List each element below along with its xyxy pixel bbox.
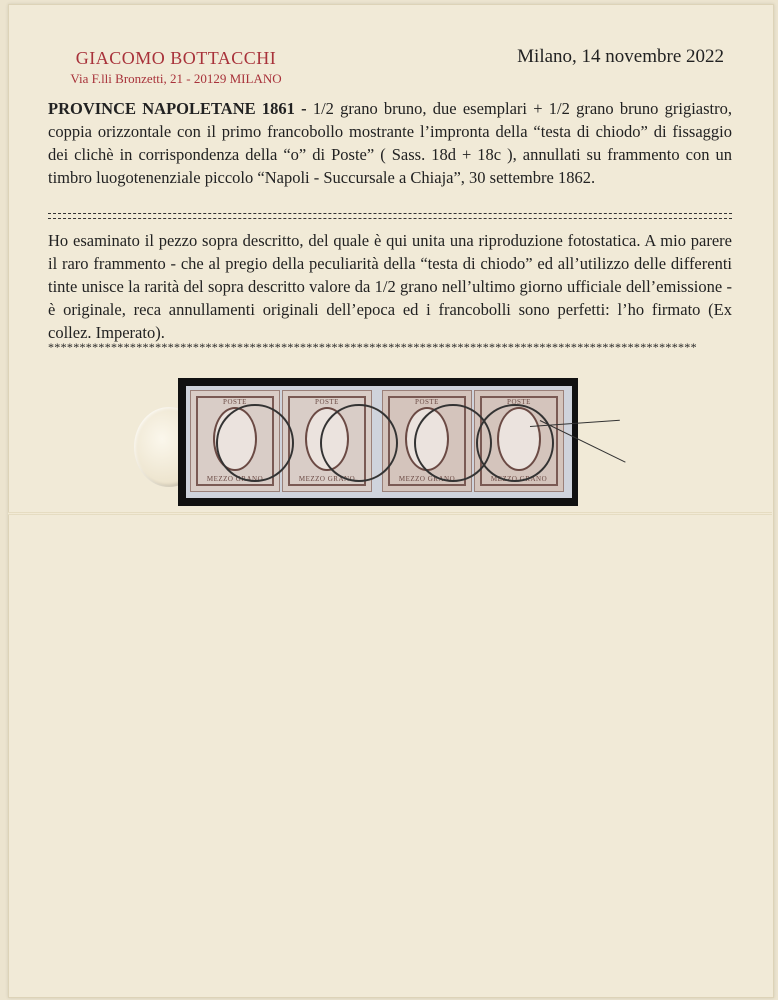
stamp-top-label: POSTE	[415, 398, 439, 406]
stamp-top-label: POSTE	[507, 398, 531, 406]
double-dashed-rule	[48, 213, 732, 219]
stamp-value-label: MEZZO GRANO	[490, 475, 548, 483]
stamp-value-label: MEZZO GRANO	[298, 475, 356, 483]
postmark-cancel	[216, 404, 294, 482]
postmark-cancel	[476, 404, 554, 482]
stamp-top-label: POSTE	[223, 398, 247, 406]
firm-name: GIACOMO BOTTACCHI	[75, 48, 277, 68]
certificate-date: Milano, 14 novembre 2022	[517, 46, 724, 67]
expert-statement: Ho esaminato il pezzo sopra descritto, del quale è qui unita una riproduzione fotostatica. A mio parere il raro frammento - che al pregio della peculiarità della “testa di chiodo” ed all’utilizzo delle differenti tinte unisce la rarità del sopra descritto valore da 1/2 grano nell’ultimo giorno ufficiale dell’emissione - è originale, reca annullamenti originali dell’epoca ed i francobolli sono perfetti: l’ho firmato (Ex collez. Imperato).	[48, 231, 732, 342]
stamp-photo	[178, 378, 578, 506]
cover-fragment	[186, 386, 572, 498]
description-title: PROVINCE NAPOLETANE 1861 -	[48, 99, 307, 118]
stamp-value-label: MEZZO GRANO	[398, 475, 456, 483]
postmark-cancel	[320, 404, 398, 482]
star-divider: *******************************************************************************************************	[48, 340, 697, 354]
stamp-value-label: MEZZO GRANO	[206, 475, 264, 483]
stamp-top-label: POSTE	[315, 398, 339, 406]
letterhead	[56, 48, 296, 87]
stamp-description	[48, 97, 732, 189]
paper-fold	[8, 512, 772, 515]
description-text: 1/2 grano bruno, due esemplari + 1/2 grano bruno grigiastro, coppia orizzontale con il primo francobollo mostrante l’impronta della “testa di chiodo” di fissaggio dei clichè in corrispondenza della “o” di Poste” ( Sass. 18d + 18c ), annullati su frammento con un timbro luogotenenziale piccolo “Napoli - Succursale a Chiaja”, 30 settembre 1862.	[48, 99, 732, 187]
firm-address: Via F.lli Bronzetti, 21 - 20129 MILANO	[70, 71, 282, 86]
